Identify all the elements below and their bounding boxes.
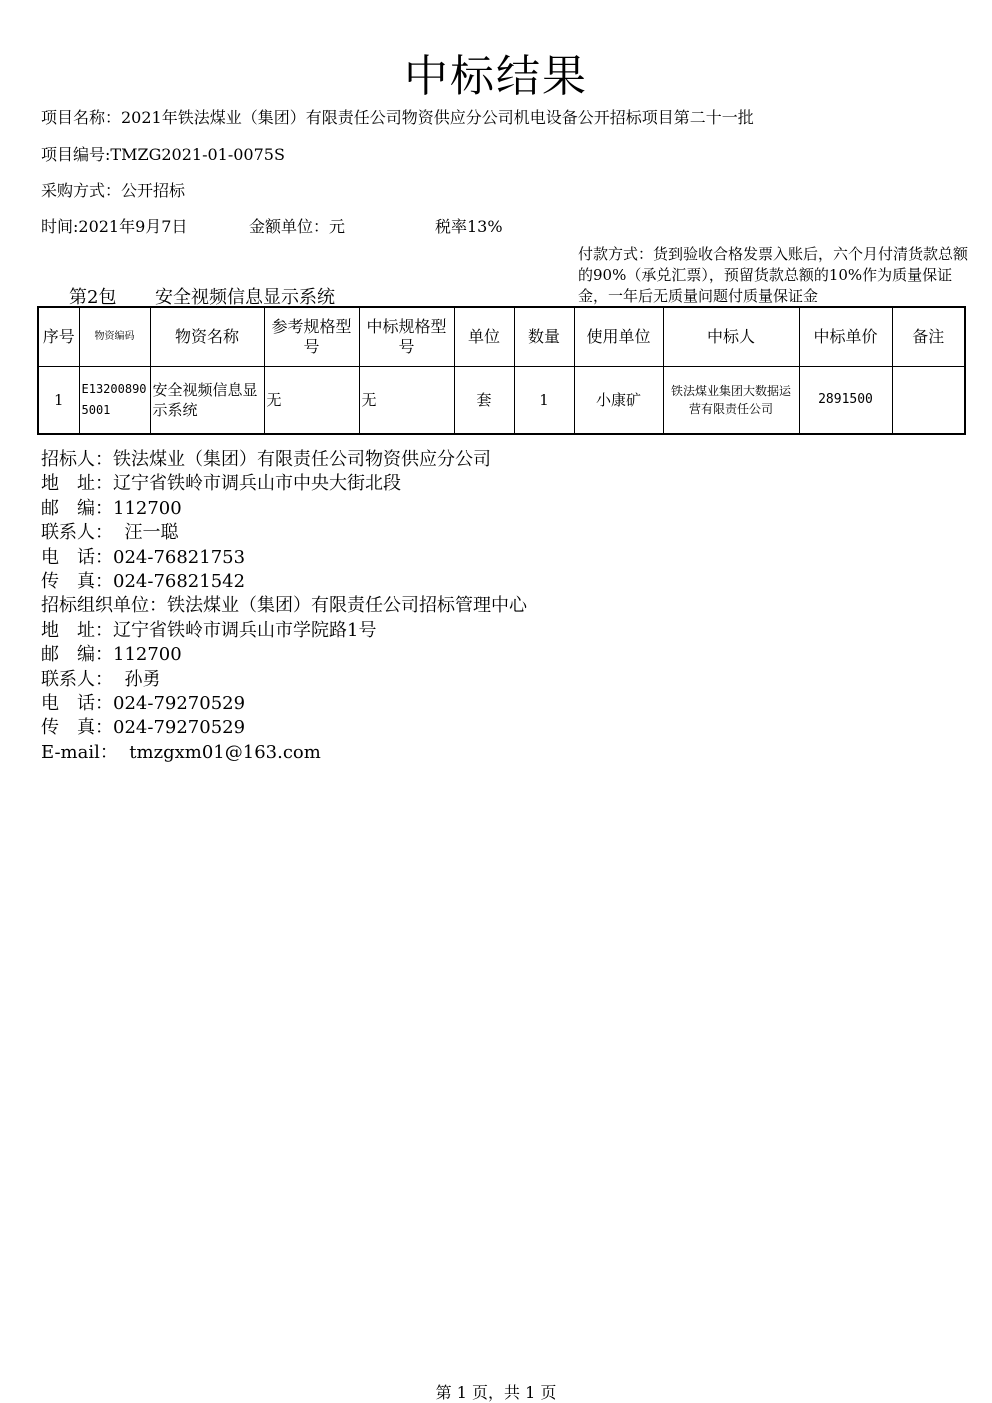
package-name: 安全视频信息显示系统 — [155, 287, 335, 308]
header-cell: 使用单位 — [574, 307, 663, 367]
cell-material-code: E132008905001 — [79, 367, 150, 435]
header-cell: 中标人 — [663, 307, 799, 367]
cell-ref-spec: 无 — [264, 367, 359, 435]
project-name: 项目名称：2021年铁法煤业（集团）有限责任公司物资供应分公司机电设备公开招标项目第二十一批 — [41, 108, 754, 127]
payment-terms: 付款方式：货到验收合格发票入账后，六个月付清货款总额的90%（承兑汇票），预留货款总额的10%作为质量保证金，一年后无质量问题付质量保证金 — [578, 245, 969, 305]
document-title: 中标结果 — [404, 51, 588, 102]
agency-phone: 电 话：024-79270529 — [41, 693, 246, 715]
header-cell: 数量 — [514, 307, 574, 367]
cell-winner: 铁法煤业集团大数据运营有限责任公司 — [663, 367, 799, 435]
date: 时间:2021年9月7日 — [41, 217, 188, 236]
agency-contact: 联系人： 孙勇 — [41, 668, 161, 690]
tenderer-contact: 联系人： 汪一聪 — [41, 522, 179, 544]
tenderer-address: 地 址：辽宁省铁岭市调兵山市中央大街北段 — [41, 473, 401, 495]
tenderer-postcode: 邮 编：112700 — [41, 497, 182, 519]
cell-remark — [892, 367, 965, 435]
header-cell: 物资编码 — [79, 307, 150, 367]
result-table — [37, 306, 966, 435]
tenderer-fax: 传 真：024-76821542 — [41, 571, 246, 593]
agency-postcode: 邮 编：112700 — [41, 644, 182, 666]
cell-index: 1 — [38, 367, 79, 435]
cell-user-unit: 小康矿 — [574, 367, 663, 435]
agency-fax: 传 真：024-79270529 — [41, 717, 246, 739]
tax-rate: 税率13% — [435, 217, 503, 236]
table-header-row — [38, 307, 965, 367]
header-cell: 物资名称 — [150, 307, 264, 367]
header-cell: 单位 — [454, 307, 514, 367]
cell-winning-spec: 无 — [359, 367, 454, 435]
cell-unit-price: 2891500 — [799, 367, 892, 435]
agency: 招标组织单位：铁法煤业（集团）有限责任公司招标管理中心 — [41, 595, 527, 617]
contact-block — [41, 448, 527, 765]
currency-unit: 金额单位：元 — [249, 217, 346, 236]
purchase-method: 采购方式：公开招标 — [41, 181, 186, 200]
page-footer: 第 1 页，共 1 页 — [435, 1383, 557, 1402]
header-cell: 序号 — [38, 307, 79, 367]
table-row — [38, 367, 965, 435]
package-number: 第2包 — [69, 287, 117, 308]
project-number: 项目编号:TMZG2021-01-0075S — [41, 145, 285, 164]
date-currency-tax-line — [41, 214, 503, 237]
header-cell: 中标单价 — [799, 307, 892, 367]
agency-address: 地 址：辽宁省铁岭市调兵山市学院路1号 — [41, 619, 377, 641]
header-cell: 中标规格型号 — [359, 307, 454, 367]
cell-material-name: 安全视频信息显示系统 — [150, 367, 264, 435]
header-cell: 备注 — [892, 307, 965, 367]
cell-quantity: 1 — [514, 367, 574, 435]
header-cell: 参考规格型号 — [264, 307, 359, 367]
tenderer: 招标人：铁法煤业（集团）有限责任公司物资供应分公司 — [41, 449, 491, 470]
tenderer-phone: 电 话：024-76821753 — [41, 546, 246, 568]
cell-unit: 套 — [454, 367, 514, 435]
agency-email: E-mail： tmzgxm01@163.com — [41, 741, 321, 763]
